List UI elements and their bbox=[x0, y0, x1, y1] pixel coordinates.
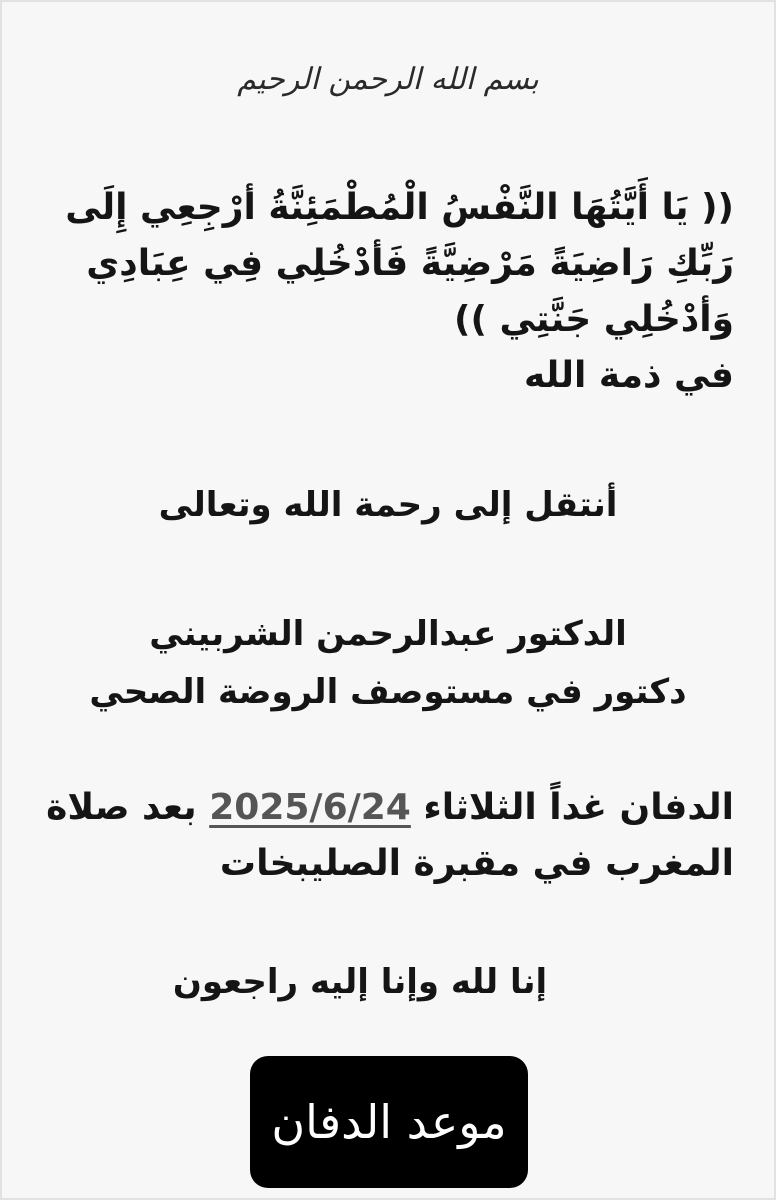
burial-line-2: المغرب في مقبرة الصليبخات bbox=[219, 843, 734, 884]
quran-verse bbox=[34, 180, 734, 404]
deceased-info bbox=[0, 605, 776, 721]
verse-line-3: وَأدْخُلِي جَنَّتِي )) bbox=[454, 299, 734, 340]
closing-phrase: إنا لله وإنا إليه راجعون bbox=[172, 962, 548, 1002]
verse-line-4: في ذمة الله bbox=[523, 355, 734, 396]
burial-suffix: بعد صلاة bbox=[46, 787, 197, 828]
passed-away-text: أنتقل إلى رحمة الله وتعالى bbox=[158, 485, 618, 525]
burial-time-button-label: موعد الدفان bbox=[271, 1095, 507, 1149]
burial-prefix: الدفان غداً الثلاثاء bbox=[423, 787, 734, 828]
basmala-calligraphy: بسم الله الرحمن الرحيم bbox=[237, 62, 539, 97]
verse-line-2: رَبِّكِ رَاضِيَةً مَرْضِيَّةً فَأدْخُلِي فِي عِبَادِي bbox=[86, 243, 734, 284]
verse-line-1: (( يَا أَيَّتُهَا النَّفْسُ الْمُطْمَئِنَّةُ أرْجِعِي إِلَى bbox=[65, 187, 734, 228]
burial-info bbox=[34, 780, 734, 892]
burial-time-button[interactable] bbox=[250, 1056, 528, 1188]
deceased-name: الدكتور عبدالرحمن الشربيني bbox=[149, 614, 627, 654]
burial-line-1 bbox=[34, 780, 734, 836]
deceased-position: دكتور في مستوصف الروضة الصحي bbox=[89, 672, 687, 712]
burial-date: 2025/6/24 bbox=[209, 787, 411, 828]
